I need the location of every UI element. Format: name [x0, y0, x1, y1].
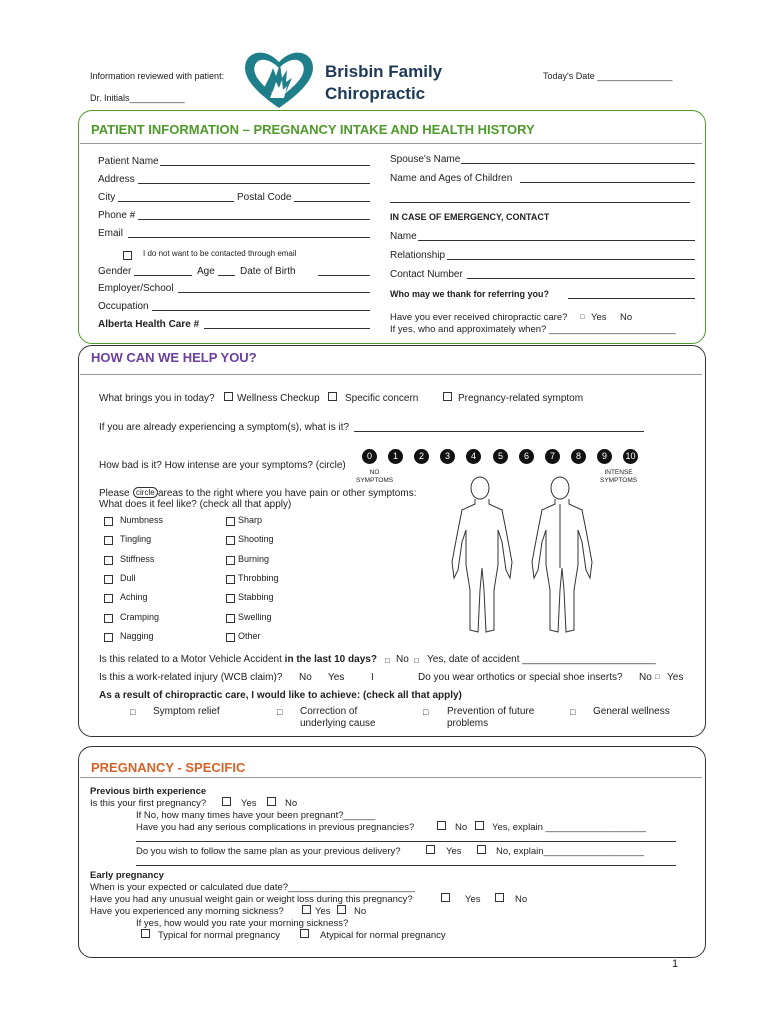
- first-no-label: No: [285, 798, 298, 809]
- chiro-yes-box[interactable]: □: [580, 314, 585, 321]
- address-field[interactable]: [138, 183, 370, 184]
- email-field[interactable]: [128, 237, 370, 238]
- circle-word: circle: [133, 487, 158, 498]
- other-checkbox[interactable]: [226, 633, 235, 642]
- symptom-relief-label: Symptom relief: [153, 706, 220, 717]
- emergency-heading: IN CASE OF EMERGENCY, CONTACT: [390, 212, 550, 222]
- due-date-question: When is your expected or calculated due date?________________________: [90, 882, 415, 893]
- page-number: 1: [672, 958, 679, 970]
- burning-checkbox[interactable]: [226, 556, 235, 565]
- stabbing-checkbox[interactable]: [226, 594, 235, 603]
- first-no-checkbox[interactable]: [267, 797, 276, 806]
- wellness-checkbox[interactable]: [224, 392, 233, 401]
- intensity-10-circle[interactable]: 10: [623, 449, 638, 464]
- same-plan-line[interactable]: [136, 865, 676, 866]
- intensity-9-circle[interactable]: 9: [597, 449, 612, 464]
- intensity-4-circle[interactable]: 4: [466, 449, 481, 464]
- sharp-label: Sharp: [238, 515, 263, 525]
- referral-label: Who may we thank for referring you?: [390, 289, 550, 299]
- age-field[interactable]: [218, 275, 235, 276]
- sharp-checkbox[interactable]: [226, 517, 235, 526]
- comp-yes-explain: Yes, explain ___________________: [492, 822, 646, 833]
- intensity-1-circle[interactable]: 1: [388, 449, 403, 464]
- prevention-label-2: problems: [447, 718, 489, 729]
- plan-yes-label: Yes: [446, 846, 462, 857]
- stabbing-label: Stabbing: [238, 592, 274, 602]
- spouse-label: Spouse's Name: [390, 154, 461, 165]
- experiencing-label: If you are already experiencing a symptom(s), what is it?: [99, 422, 350, 433]
- morning-no-checkbox[interactable]: [337, 905, 346, 914]
- nagging-label: Nagging: [120, 631, 154, 641]
- pregnancy-symptom-checkbox[interactable]: [443, 392, 452, 401]
- relationship-label: Relationship: [390, 250, 446, 261]
- correction-label-1: Correction of: [300, 706, 358, 717]
- children-field-2[interactable]: [390, 202, 690, 203]
- general-wellness-box[interactable]: □: [570, 707, 576, 717]
- achieve-heading: As a result of chiropractic care, I would like to achieve: (check all that apply): [99, 690, 462, 701]
- dull-checkbox[interactable]: [104, 575, 113, 584]
- first-pregnancy-question: Is this your first pregnancy?: [90, 798, 207, 809]
- chiro-no-label: No: [620, 312, 633, 323]
- morning-question: Have you experienced any morning sickness?: [90, 906, 284, 917]
- occupation-field[interactable]: [152, 310, 370, 311]
- pregnancy-title: PREGNANCY - SPECIFIC: [91, 760, 246, 775]
- experiencing-field[interactable]: [354, 431, 644, 432]
- tingling-checkbox[interactable]: [104, 536, 113, 545]
- no-symptoms-label: NO SYMPTOMS: [356, 469, 394, 484]
- plan-no-checkbox[interactable]: [477, 845, 486, 854]
- brings-you-label: What brings you in today?: [99, 393, 215, 404]
- orth-yes-box[interactable]: □: [655, 674, 660, 681]
- correction-label-2: underlying cause: [300, 718, 376, 729]
- shooting-checkbox[interactable]: [226, 536, 235, 545]
- ahc-label: Alberta Health Care #: [98, 319, 200, 330]
- city-field[interactable]: [118, 201, 234, 202]
- intensity-0-circle[interactable]: 0: [362, 449, 377, 464]
- prevention-label-1: Prevention of future: [447, 706, 535, 717]
- feel-like-label: What does it feel like? (check all that apply): [99, 499, 292, 510]
- typical-label: Typical for normal pregnancy: [158, 930, 280, 941]
- dr-initials-label: Dr. Initials___________: [90, 93, 185, 103]
- postal-code-field[interactable]: [294, 201, 370, 202]
- age-label: Age: [197, 266, 215, 277]
- intense-symptoms-label: INTENSE SYMPTOMS: [600, 469, 638, 484]
- wcb-yes-label: Yes: [328, 672, 345, 683]
- body-back-icon[interactable]: [520, 470, 640, 640]
- throbbing-checkbox[interactable]: [226, 575, 235, 584]
- todays-date-label: Today's Date _______________: [543, 71, 673, 81]
- intensity-3-circle[interactable]: 3: [440, 449, 455, 464]
- mva-yes-label: Yes, date of accident ________________________: [427, 654, 656, 665]
- patient-info-title: PATIENT INFORMATION – PREGNANCY INTAKE AND HEALTH HISTORY: [91, 122, 535, 137]
- help-title: HOW CAN WE HELP YOU?: [91, 350, 257, 365]
- intensity-7-circle[interactable]: 7: [545, 449, 560, 464]
- early-pregnancy-heading: Early pregnancy: [90, 870, 164, 881]
- intensity-5-circle[interactable]: 5: [493, 449, 508, 464]
- aching-checkbox[interactable]: [104, 594, 113, 603]
- tingling-label: Tingling: [120, 534, 152, 544]
- plan-no-explain: No, explain___________________: [496, 846, 644, 857]
- weight-question: Have you had any unusual weight gain or weight loss during this pregnancy?: [90, 894, 413, 905]
- no-email-checkbox[interactable]: [123, 251, 132, 260]
- plan-yes-checkbox[interactable]: [426, 845, 435, 854]
- ahc-field[interactable]: [204, 328, 370, 329]
- phone-field[interactable]: [138, 219, 370, 220]
- cramping-checkbox[interactable]: [104, 614, 113, 623]
- dob-label: Date of Birth: [240, 266, 296, 277]
- cramping-label: Cramping: [120, 612, 160, 622]
- weight-no-checkbox[interactable]: [495, 893, 504, 902]
- wcb-question: Is this a work-related injury (WCB claim)?: [99, 672, 283, 683]
- swelling-checkbox[interactable]: [226, 614, 235, 623]
- dull-label: Dull: [120, 573, 136, 583]
- gender-field[interactable]: [134, 275, 192, 276]
- orth-yes-label: Yes: [667, 672, 684, 683]
- other-label: Other: [238, 631, 261, 641]
- intensity-label: How bad is it? How intense are your symptoms? (circle): [99, 460, 346, 471]
- nagging-checkbox[interactable]: [104, 633, 113, 642]
- wcb-separator: I: [371, 672, 374, 683]
- wellness-label: Wellness Checkup: [237, 393, 320, 404]
- morning-yes-label: Yes: [315, 906, 331, 917]
- email-label: Email: [98, 228, 124, 239]
- mva-yes-box[interactable]: □: [414, 656, 419, 665]
- brand-logo-icon: [240, 48, 318, 112]
- brand-name: Brisbin Family: [325, 62, 443, 81]
- first-yes-checkbox[interactable]: [222, 797, 231, 806]
- same-plan-question: Do you wish to follow the same plan as your previous delivery?: [136, 846, 401, 857]
- address-label: Address: [98, 174, 135, 185]
- patient-name-field[interactable]: [160, 165, 370, 166]
- prev-birth-heading: Previous birth experience: [90, 786, 207, 797]
- how-many-question: If No, how many times have your been pregnant?______: [136, 810, 376, 821]
- patient-name-label: Patient Name: [98, 156, 159, 167]
- mva-question: Is this related to a Motor Vehicle Accident in the last 10 days?: [99, 654, 377, 665]
- weight-yes-label: Yes: [465, 894, 481, 905]
- morning-yes-checkbox[interactable]: [302, 905, 311, 914]
- comp-yes-checkbox[interactable]: [475, 821, 484, 830]
- occupation-label: Occupation: [98, 301, 149, 312]
- children-field[interactable]: [520, 182, 695, 183]
- employer-field[interactable]: [178, 292, 370, 293]
- numbness-label: Numbness: [120, 515, 164, 525]
- pregnancy-symptom-label: Pregnancy-related symptom: [458, 393, 584, 404]
- stiffness-checkbox[interactable]: [104, 556, 113, 565]
- dob-field[interactable]: [318, 275, 370, 276]
- intensity-8-circle[interactable]: 8: [571, 449, 586, 464]
- chiro-yes-label: Yes: [591, 312, 607, 323]
- postal-code-label: Postal Code: [237, 192, 292, 203]
- city-label: City: [98, 192, 116, 203]
- prevention-box[interactable]: □: [423, 707, 429, 717]
- intensity-6-circle[interactable]: 6: [519, 449, 534, 464]
- swelling-label: Swelling: [238, 612, 272, 622]
- burning-label: Burning: [238, 554, 270, 564]
- throbbing-label: Throbbing: [238, 573, 279, 583]
- weight-yes-checkbox[interactable]: [441, 893, 450, 902]
- mva-no-label: No: [396, 654, 409, 665]
- phone-label: Phone #: [98, 210, 136, 221]
- brand-name-line2: Chiropractic: [325, 84, 426, 103]
- symptom-relief-box[interactable]: □: [130, 707, 136, 717]
- atypical-label: Atypical for normal pregnancy: [320, 930, 446, 941]
- info-reviewed-label: Information reviewed with patient:: [90, 71, 225, 81]
- atypical-checkbox[interactable]: [300, 929, 309, 938]
- complications-line[interactable]: [136, 841, 676, 842]
- contact-number-label: Contact Number: [390, 269, 463, 280]
- specific-checkbox[interactable]: [328, 392, 337, 401]
- intensity-2-circle[interactable]: 2: [414, 449, 429, 464]
- rate-question: If yes, how would you rate your morning sickness?: [136, 918, 349, 929]
- if-yes-label: If yes, who and approximately when? ________________________: [390, 324, 676, 335]
- orth-no-label: No: [639, 672, 652, 683]
- stiffness-label: Stiffness: [120, 554, 155, 564]
- wcb-no-label: No: [299, 672, 312, 683]
- patient-info-section: [78, 110, 706, 344]
- prev-chiro-question: Have you ever received chiropractic care?: [390, 312, 568, 323]
- comp-no-label: No: [455, 822, 468, 833]
- mva-no-box[interactable]: □: [385, 656, 390, 665]
- no-email-label: I do not want to be contacted through email: [143, 249, 297, 258]
- typical-checkbox[interactable]: [141, 929, 150, 938]
- complications-question: Have you had any serious complications in previous pregnancies?: [136, 822, 415, 833]
- weight-no-label: No: [515, 894, 528, 905]
- orthotics-question: Do you wear orthotics or special shoe inserts?: [418, 672, 623, 683]
- emergency-name-label: Name: [390, 231, 417, 242]
- children-label: Name and Ages of Children: [390, 173, 513, 184]
- help-divider: [80, 374, 702, 375]
- please-label: Please: [99, 488, 130, 499]
- aching-label: Aching: [120, 592, 148, 602]
- contact-number-field[interactable]: [467, 278, 695, 279]
- correction-box[interactable]: □: [277, 707, 283, 717]
- gender-label: Gender: [98, 266, 132, 277]
- relationship-field[interactable]: [447, 259, 695, 260]
- numbness-checkbox[interactable]: [104, 517, 113, 526]
- morning-no-label: No: [354, 906, 367, 917]
- comp-no-checkbox[interactable]: [437, 821, 446, 830]
- first-yes-label: Yes: [241, 798, 257, 809]
- pregnancy-divider: [80, 777, 702, 778]
- referral-field[interactable]: [568, 298, 695, 299]
- general-wellness-label: General wellness: [593, 706, 670, 717]
- shooting-label: Shooting: [238, 534, 274, 544]
- title-divider: [80, 143, 702, 144]
- spouse-field[interactable]: [461, 163, 695, 164]
- employer-label: Employer/School: [98, 283, 174, 294]
- emergency-name-field[interactable]: [418, 240, 695, 241]
- areas-label: areas to the right where you have pain or other symptoms:: [158, 488, 417, 499]
- specific-label: Specific concern: [345, 393, 419, 404]
